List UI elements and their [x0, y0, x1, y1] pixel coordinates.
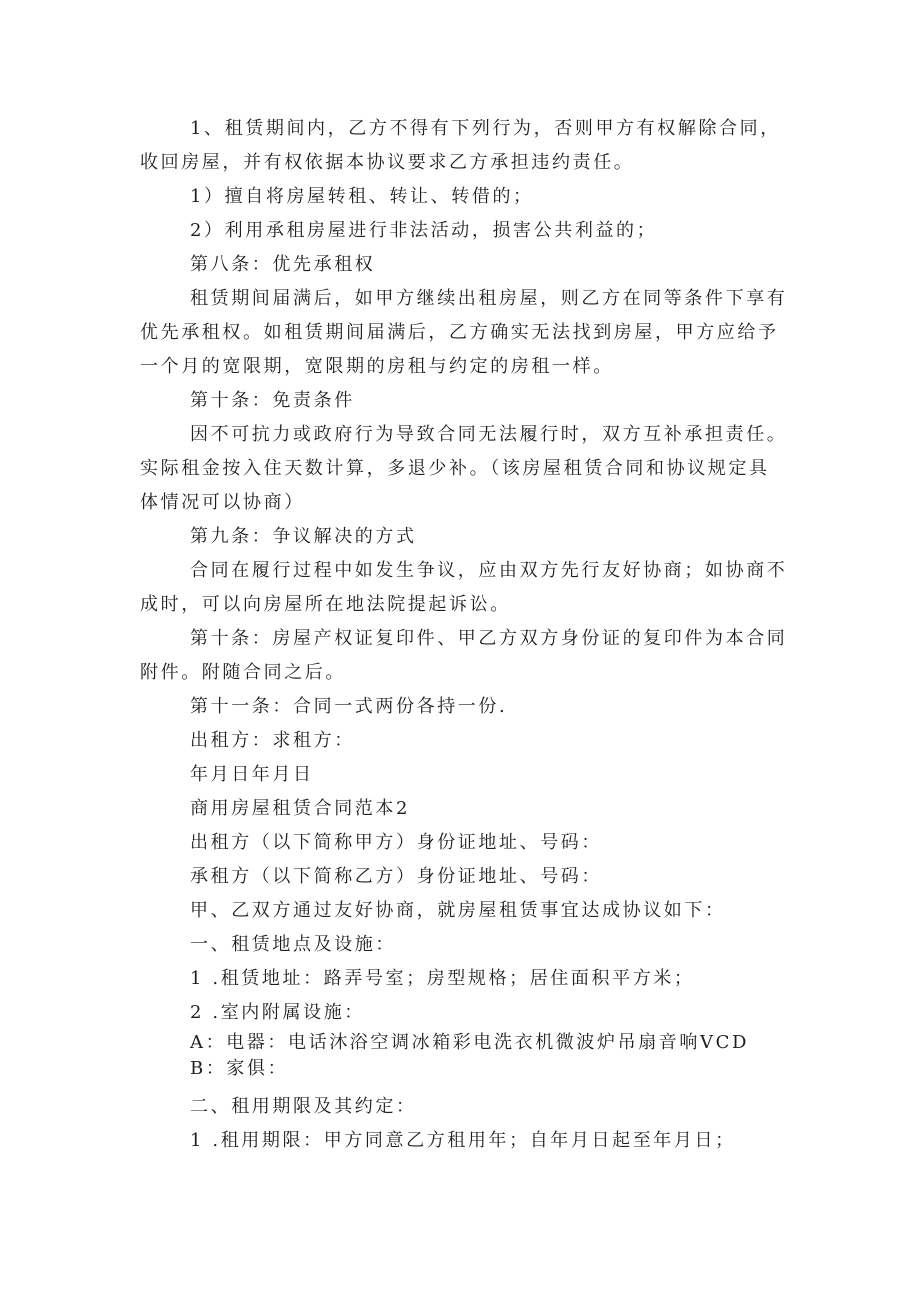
lessor-line: 出租方（以下简称甲方）身份证地址、号码：	[190, 832, 602, 853]
section-2-item-1: 1 .租用期限：甲方同意乙方租用年；自年月日起至年月日；	[190, 1130, 736, 1151]
clause-1-item-2: 2）利用承租房屋进行非法活动，损害公共利益的；	[190, 220, 658, 241]
article-8-paragraph: 租赁期间届满后，如甲方继续出租房屋，则乙方在同等条件下享有优先承租权。如租赁期间届满后，乙方确实无法找到房屋，甲方应给予一个月的宽限期，宽限期的房租与约定的房租一样。	[140, 288, 788, 377]
article-9-heading: 第九条：争议解决的方式	[190, 526, 417, 547]
article-10-attachments-paragraph: 第十条：房屋产权证复印件、甲乙方双方身份证的复印件为本合同附件。附随合同之后。	[140, 628, 788, 683]
appliances-line: A：电器：电话沐浴空调冰箱彩电洗衣机微波炉吊扇音响VCD	[190, 1032, 749, 1053]
article-11-paragraph: 第十一条：合同一式两份各持一份.	[190, 696, 508, 717]
section-1-heading: 一、租赁地点及设施：	[190, 934, 396, 955]
article-9-paragraph: 合同在履行过程中如发生争议，应由双方先行友好协商；如协商不成时，可以向房屋所在地法院提起诉讼。	[140, 560, 788, 615]
section-1-item-1: 1 .租赁地址：路弄号室；房型规格；居住面积平方米；	[190, 968, 695, 989]
clause-1-item-1: 1）擅自将房屋转租、转让、转借的；	[190, 186, 534, 207]
article-8-heading: 第八条：优先承租权	[190, 254, 376, 275]
signature-date-line: 年月日年月日	[190, 764, 314, 785]
article-10-paragraph: 因不可抗力或政府行为导致合同无法履行时，双方互补承担责任。实际租金按入住天数计算，多退少补。（该房屋租赁合同和协议规定具体情况可以协商）	[140, 424, 788, 513]
article-10-heading: 第十条：免责条件	[190, 390, 355, 411]
signature-parties-line: 出租方：求租方：	[190, 730, 355, 751]
section-2-heading: 二、租用期限及其约定：	[190, 1096, 417, 1117]
document-body	[140, 112, 790, 1158]
clause-1-paragraph: 1、租赁期间内，乙方不得有下列行为，否则甲方有权解除合同，收回房屋，并有权依据本协议要求乙方承担违约责任。	[140, 118, 781, 173]
section-1-item-2: 2 .室内附属设施：	[190, 1002, 365, 1023]
template-2-title: 商用房屋租赁合同范本2	[190, 798, 411, 819]
lessee-line: 承租方（以下简称乙方）身份证地址、号码：	[190, 866, 602, 887]
furniture-line: B：家俱：	[190, 1058, 289, 1079]
agreement-intro-line: 甲、乙双方通过友好协商，就房屋租赁事宜达成协议如下：	[190, 900, 726, 921]
